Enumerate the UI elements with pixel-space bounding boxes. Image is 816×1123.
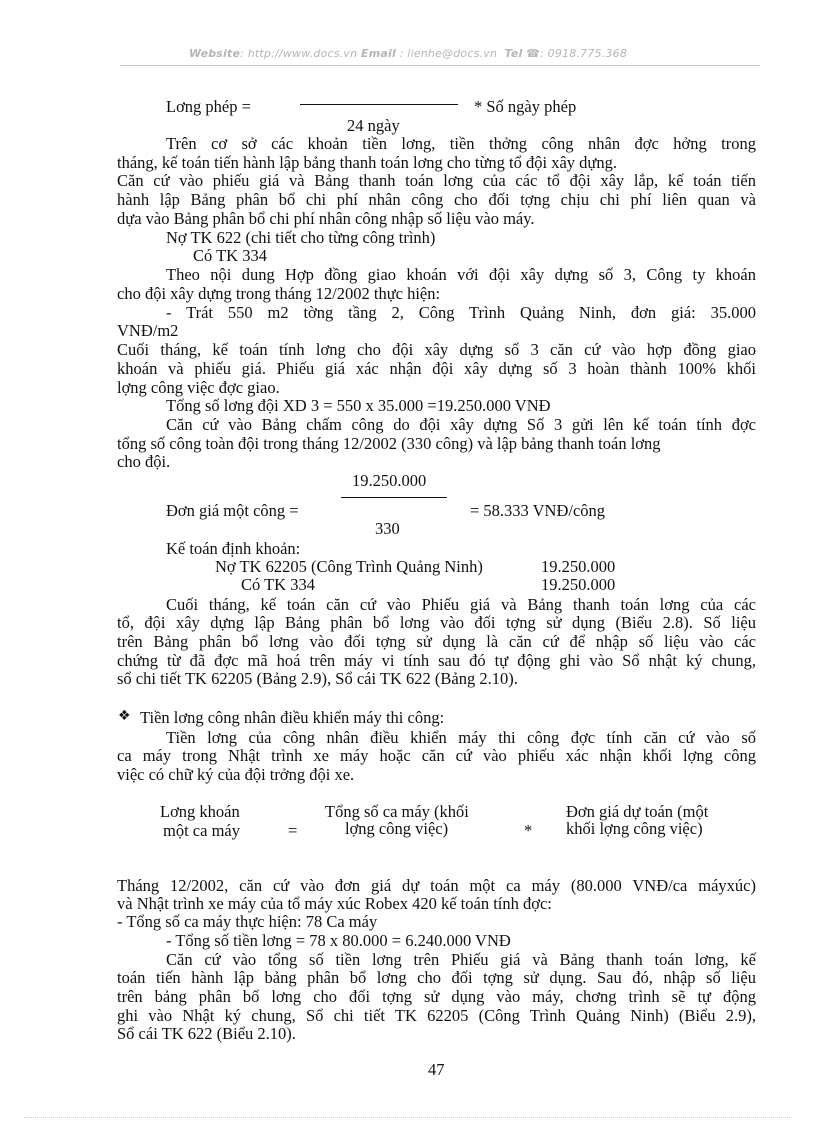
formula3-a1: Lơng khoán — [160, 802, 240, 821]
text-line: việc có chữ ký của đội trởng đội xe. — [117, 765, 355, 784]
text-line: sổ chi tiết TK 62205 (Bảng 2.9), Sổ cái TK 622 (Bảng 2.10). — [117, 669, 518, 688]
bullet-diamond-icon: ❖ — [118, 708, 131, 724]
text-line: Theo nội dung Hợp đồng giao khoán với đội xây dựng số 3, Công ty khoán — [166, 265, 756, 284]
text-line: trên bảng phân bổ lơng cho đối tợng sử dụng vào máy, chơng trình sẽ tự động — [117, 987, 756, 1006]
text-line: hành lập Bảng phân bổ chi phí nhân công cho đối tợng chịu chi phí liên quan và — [117, 190, 756, 209]
text-line: chứng từ đã đợc mã hoá trên máy vi tính sau đó tự động ghi vào Sổ nhật ký chung, — [117, 651, 756, 670]
text-line: Trên cơ sở các khoản tiền lơng, tiền thởng công nhân đợc hởng trong — [166, 134, 756, 153]
text-line: và Nhật trình xe máy của tổ máy xúc Robex 420 kế toán tính đợc: — [117, 894, 552, 913]
formula2-numerator: 19.250.000 — [352, 471, 427, 490]
website-label: Website — [188, 47, 241, 60]
page-header — [0, 47, 816, 60]
formula3-eq: = — [288, 821, 298, 840]
text-line: tổng số công toàn đội trong tháng 12/2002 (330 công) và lập bảng thanh toán lơng — [117, 434, 661, 453]
formula2-right: = 58.333 VNĐ/công — [470, 501, 606, 520]
header-rule — [120, 65, 760, 66]
formula2-denominator: 330 — [375, 519, 400, 538]
section-heading: Tiền lơng công nhân điều khiển máy thi công: — [140, 708, 445, 727]
text-line: lợng công việc đợc giao. — [117, 378, 280, 397]
text-line: cho đội xây dựng trong tháng 12/2002 thực hiện: — [117, 284, 441, 303]
text-line: Tổng số lơng đội XD 3 = 550 x 35.000 =19.250.000 VNĐ — [166, 396, 551, 415]
formula3-b2: lợng công việc) — [345, 819, 449, 838]
entry-title: Kế toán định khoản: — [166, 539, 301, 558]
text-line: Có TK 334 — [193, 246, 267, 265]
text-line: Căn cứ vào Bảng chấm công do đội xây dựng Số 3 gửi lên kế toán tính đợc — [166, 415, 756, 434]
text-line: Căn cứ vào phiếu giá và Bảng thanh toán lơng của các tổ đội xây lắp, kế toán tiến — [117, 171, 756, 190]
formula3-a2: một ca máy — [163, 821, 240, 840]
text-line: Cuối tháng, kế toán tính lơng cho đội xây dựng số 3 căn cứ vào hợp đồng giao — [117, 340, 756, 359]
page-number: 47 — [428, 1060, 445, 1079]
formula3-b1: Tổng số ca máy (khối — [325, 802, 469, 821]
text-line: Nợ TK 622 (chi tiết cho từng công trình) — [166, 228, 436, 247]
tel-value: ☎: 0918.775.368 — [526, 47, 628, 60]
text-line: tháng, kế toán tiến hành lập bảng thanh toán lơng cho từng tổ đội xây dựng. — [117, 153, 617, 172]
tel-label: Tel — [504, 47, 523, 60]
text-line: VNĐ/m2 — [117, 321, 179, 340]
text-line: - Trát 550 m2 tờng tầng 2, Công Trình Quảng Ninh, đơn giá: 35.000 — [166, 303, 756, 322]
email-value: : lienhe@docs.vn — [399, 47, 498, 60]
entry-debit-label: Nợ TK 62205 (Công Trình Quảng Ninh) — [215, 557, 483, 576]
footer-rule — [24, 1117, 792, 1118]
text-line: - Tổng số tiền lơng = 78 x 80.000 = 6.240.000 VNĐ — [166, 931, 511, 950]
text-line: trên Bảng phân bổ lơng vào đối tợng sử dụng là căn cứ để nhập số liệu vào các — [117, 632, 756, 651]
text-line: Căn cứ vào tổng số tiền lơng trên Phiếu giá và Bảng thanh toán lơng, kế — [166, 950, 756, 969]
text-line: toán tiến hành lập bảng phân bổ lơng cho đối tợng sử dụng. Sau đó, nhập số liệu — [117, 968, 756, 987]
formula1-right: * Số ngày phép — [474, 97, 577, 116]
formula3-c1: Đơn giá dự toán (một — [566, 802, 709, 821]
formula2-left: Đơn giá một công = — [166, 501, 299, 520]
formula1-denominator: 24 ngày — [347, 116, 400, 135]
formula1-left: Lơng phép = — [166, 97, 251, 116]
email-label: Email — [361, 47, 396, 60]
text-line: - Tổng số ca máy thực hiện: 78 Ca máy — [117, 912, 378, 931]
text-line: ghi vào Nhật ký chung, Sổ chi tiết TK 62205 (Công Trình Quảng Ninh) (Biểu 2.9), — [117, 1006, 756, 1025]
entry-credit-amount: 19.250.000 — [541, 575, 616, 594]
formula1-fraction-bar — [300, 104, 458, 105]
entry-debit-amount: 19.250.000 — [541, 557, 616, 576]
text-line: Sổ cái TK 622 (Biểu 2.10). — [117, 1024, 296, 1043]
formula3-mul: * — [524, 821, 533, 840]
entry-credit-label: Có TK 334 — [241, 575, 315, 594]
text-line: ca máy trong Nhật trình xe máy hoặc căn cứ vào phiếu xác nhận khối lợng công — [117, 746, 756, 765]
text-line: Cuối tháng, kế toán căn cứ vào Phiếu giá và Bảng thanh toán lơng của các — [166, 595, 756, 614]
formula2-fraction-bar — [341, 497, 447, 498]
text-line: tổ, đội xây dựng lập Bảng phân bổ lơng vào đối tợng sử dụng (Biểu 2.8). Số liệu — [117, 613, 756, 632]
text-line: khoán và phiếu giá. Phiếu giá xác nhận đội xây dựng số 3 hoàn thành 100% khối — [117, 359, 756, 378]
formula3-c2: khối lợng công việc) — [566, 819, 703, 838]
website-value: : http://www.docs.vn — [240, 47, 358, 60]
text-line: Tháng 12/2002, căn cứ vào đơn giá dự toán một ca máy (80.000 VNĐ/ca máyxúc) — [117, 876, 756, 895]
text-line: Tiền lơng của công nhân điều khiển máy thi công đợc tính căn cứ vào số — [166, 728, 756, 747]
text-line: cho đội. — [117, 452, 171, 471]
text-line: dựa vào Bảng phân bổ chi phí nhân công nhập số liệu vào máy. — [117, 209, 535, 228]
